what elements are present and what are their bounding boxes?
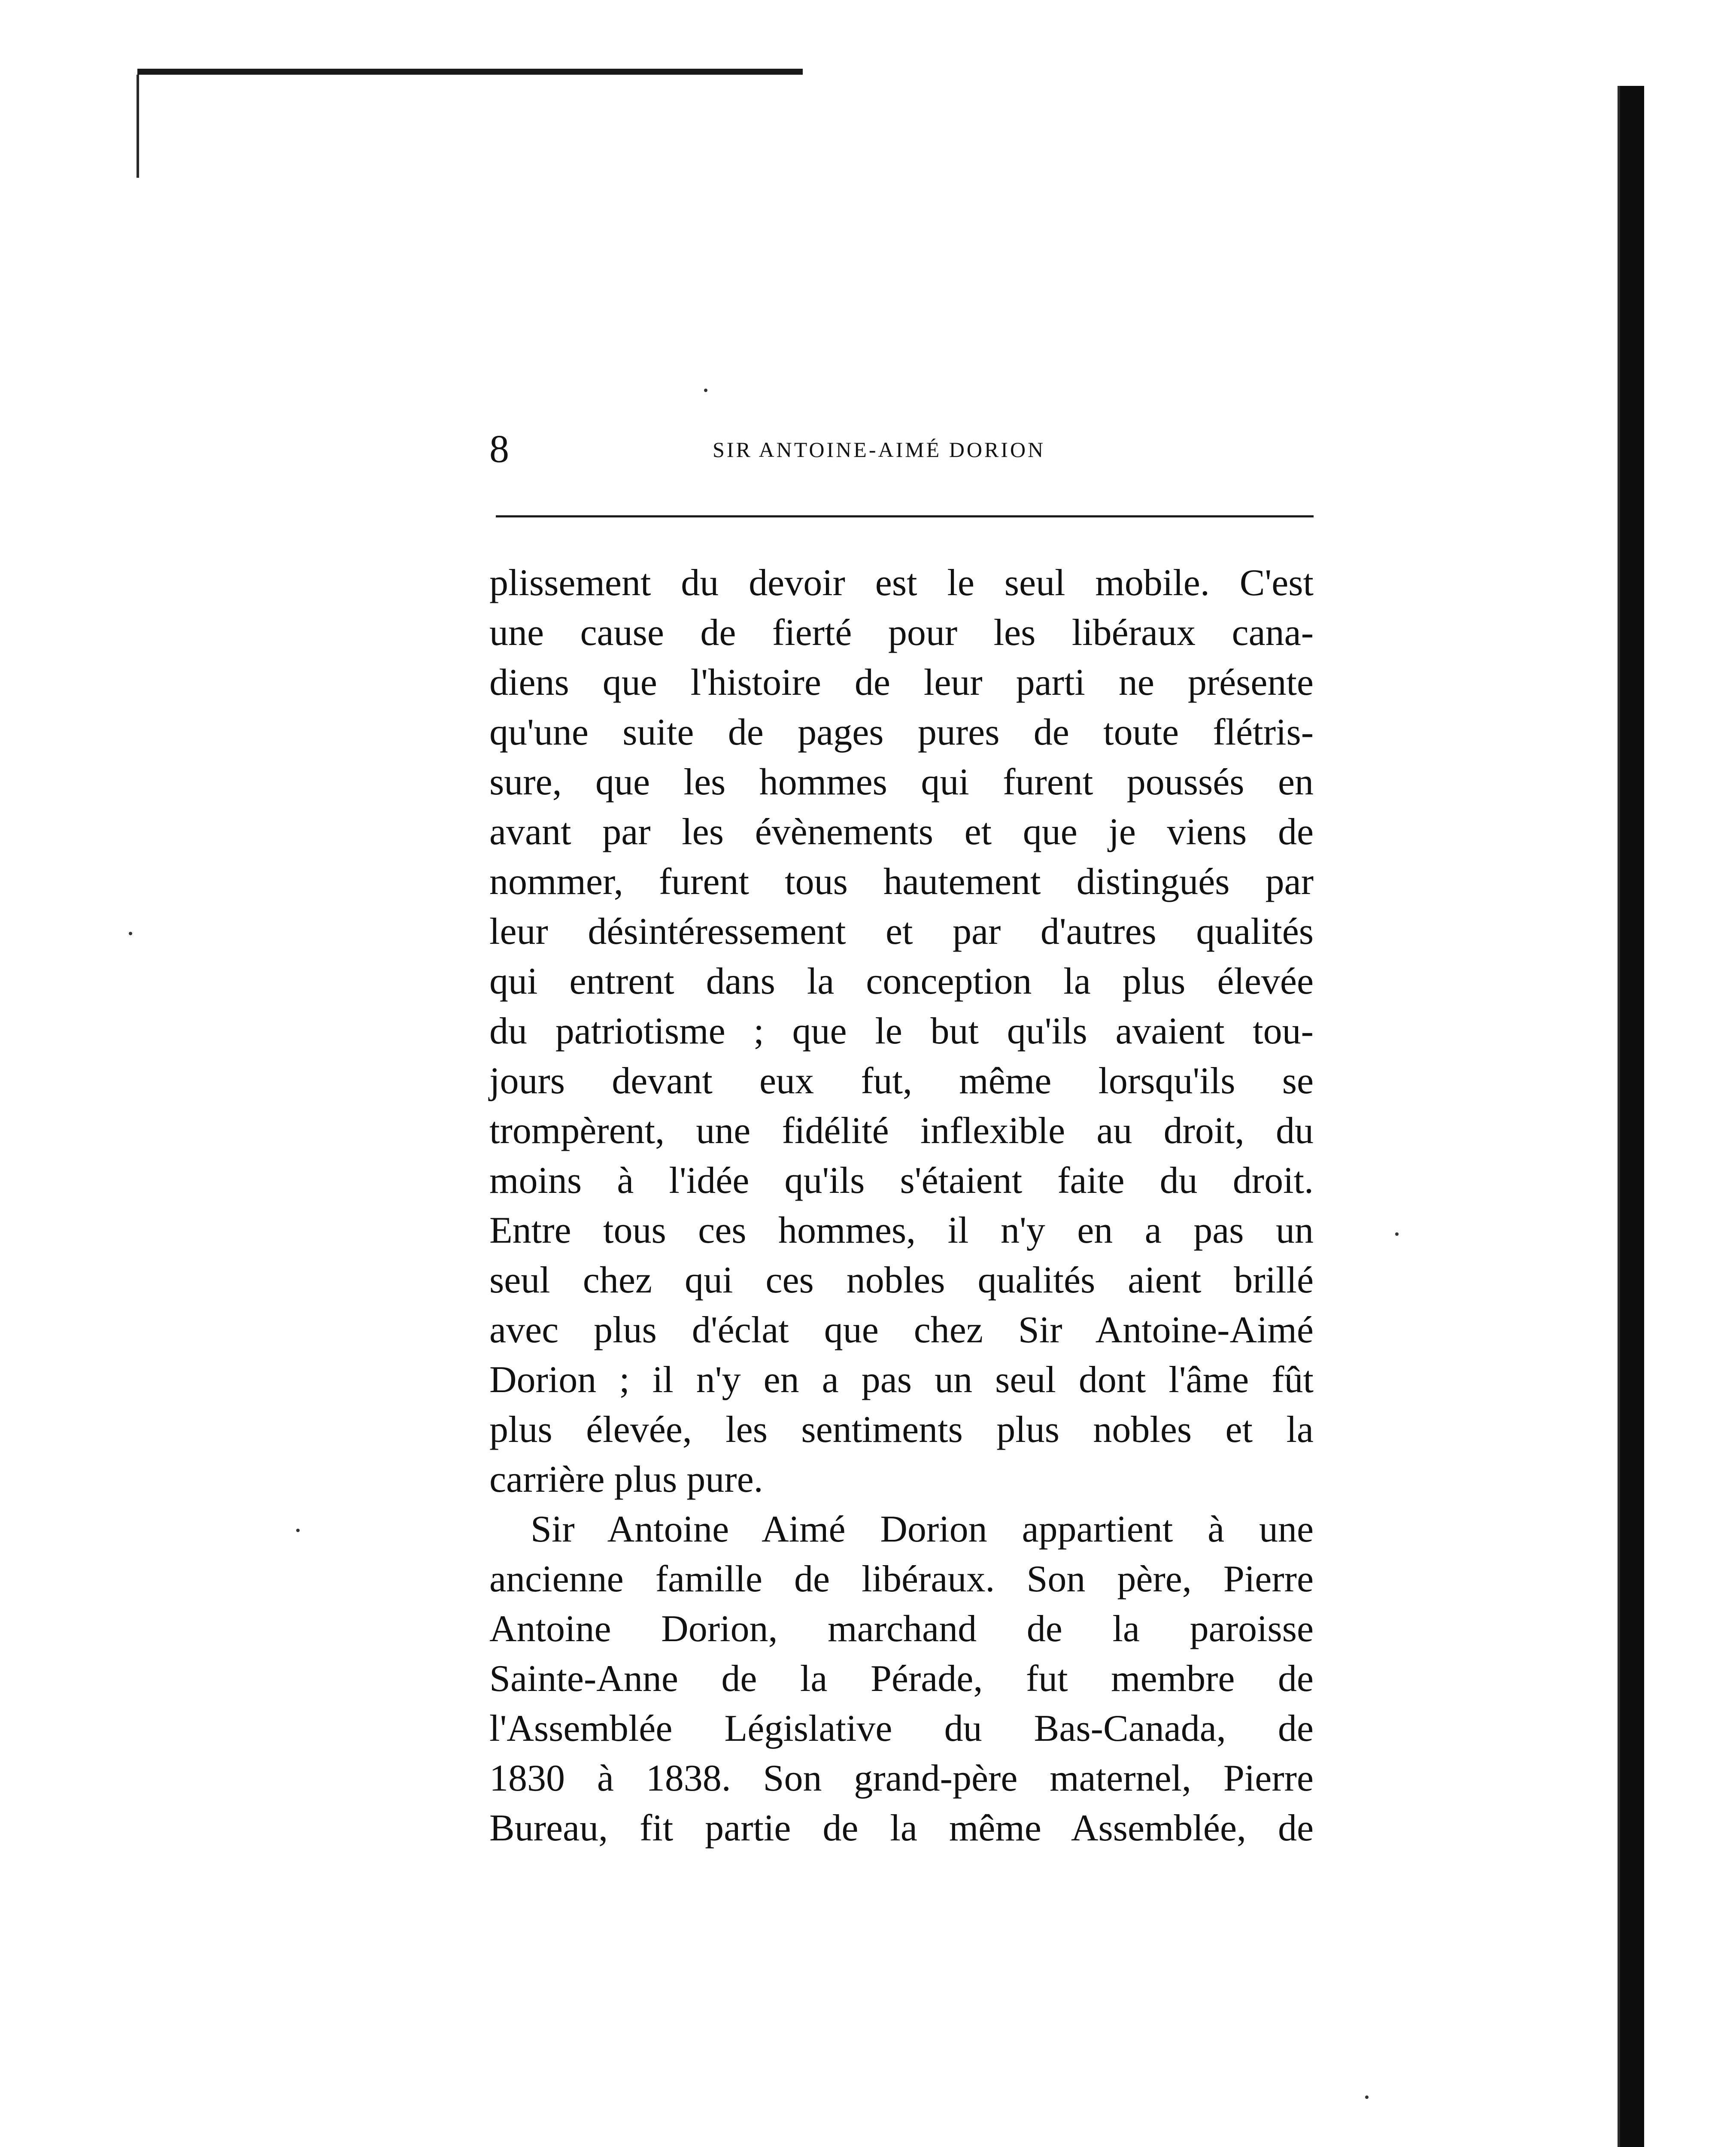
paragraph [489, 1505, 1314, 1853]
text-line: leur désintéressement et par d'autres qualités [489, 911, 1314, 952]
body-text [489, 558, 1314, 1853]
text-line: moins à l'idée qu'ils s'étaient faite du droit. [489, 1160, 1314, 1201]
scan-speck [1395, 1232, 1399, 1236]
text-line: jours devant eux fut, même lorsqu'ils se [489, 1060, 1314, 1102]
text-line: Sir Antoine Aimé Dorion appartient à une [531, 1508, 1314, 1550]
text-line: sure, que les hommes qui furent poussés en [489, 761, 1314, 803]
text-line: seul chez qui ces nobles qualités aient brillé [489, 1259, 1314, 1301]
text-line: diens que l'histoire de leur parti ne présente [489, 662, 1314, 703]
scan-speck [704, 389, 707, 392]
scan-spine-shadow [1618, 86, 1644, 2147]
text-line: plissement du devoir est le seul mobile. C'est [489, 562, 1314, 604]
paragraph [489, 558, 1314, 1505]
scan-top-rule [137, 69, 803, 75]
text-line: carrière plus pure. [489, 1459, 763, 1500]
scan-speck [1365, 2095, 1369, 2099]
scan-left-mark [137, 75, 139, 178]
text-line: trompèrent, une fidélité inflexible au droit, du [489, 1110, 1314, 1152]
text-line: Bureau, fit partie de la même Assemblée, de [489, 1807, 1314, 1849]
page-header [489, 425, 1314, 472]
header-rule [496, 515, 1314, 517]
text-line: nommer, furent tous hautement distingués par [489, 861, 1314, 903]
text-line: 1830 à 1838. Son grand-père maternel, Pierre [489, 1758, 1314, 1799]
text-line: qu'une suite de pages pures de toute flétris- [489, 712, 1314, 753]
text-line: Entre tous ces hommes, il n'y en a pas un [489, 1210, 1314, 1251]
text-line: Sainte-Anne de la Pérade, fut membre de [489, 1658, 1314, 1700]
text-line: ancienne famille de libéraux. Son père, Pierre [489, 1558, 1314, 1600]
text-line: avant par les évènements et que je viens de [489, 811, 1314, 853]
text-line: l'Assemblée Législative du Bas-Canada, de [489, 1708, 1314, 1749]
scan-speck [296, 1529, 300, 1532]
text-line: avec plus d'éclat que chez Sir Antoine-Aimé [489, 1309, 1314, 1351]
page-number: 8 [489, 427, 509, 471]
text-line: qui entrent dans la conception la plus élevée [489, 961, 1314, 1002]
scan-speck [129, 932, 132, 935]
text-line: Antoine Dorion, marchand de la paroisse [489, 1608, 1314, 1650]
running-head: SIR ANTOINE-AIMÉ DORION [713, 438, 1046, 462]
text-line: une cause de fierté pour les libéraux cana- [489, 612, 1314, 654]
text-line: plus élevée, les sentiments plus nobles et la [489, 1409, 1314, 1451]
text-line: du patriotisme ; que le but qu'ils avaient tou- [489, 1010, 1314, 1052]
text-line: Dorion ; il n'y en a pas un seul dont l'âme fût [489, 1359, 1314, 1401]
